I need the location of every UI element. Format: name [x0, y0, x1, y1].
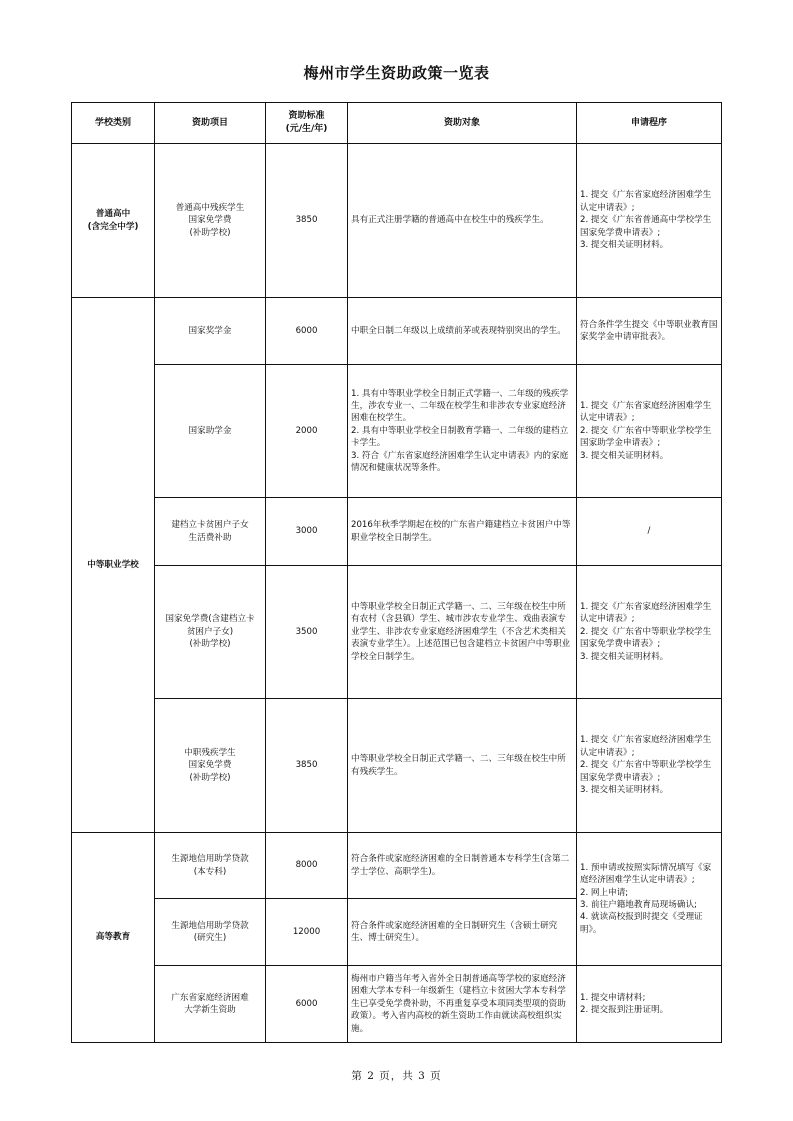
- procedure-step: 1. 提交《广东省家庭经济困难学生认定申请表》;: [580, 735, 712, 758]
- target-cell: 中等职业学校全日制正式学籍一、二、三年级在校生中所有农村（含县镇）学生、城市涉农专业学生、戏曲表演专业学生、非涉农专业家庭经济困难学生（不含艺术类相关表演专业学生）。上述范围已包含建档立卡贫困户中等职业学校全日制学生。: [348, 566, 577, 699]
- item-cell: [155, 144, 266, 298]
- procedure-step: 3. 提交相关证明材料。: [580, 651, 669, 662]
- category-cell: [72, 298, 155, 833]
- item-line: 生活费补助: [188, 532, 232, 543]
- table-row: [72, 966, 722, 1043]
- item-line: (补助学校): [189, 639, 231, 650]
- item-line: (本专科): [193, 866, 227, 877]
- target-cell: 符合条件或家庭经济困难的全日制研究生（含硕士研究生、博士研究生）。: [348, 899, 577, 966]
- header-amount-line2: (元/生/年): [285, 124, 328, 134]
- amount-cell: 12000: [266, 899, 348, 966]
- header-amount-line1: 资助标准: [288, 111, 325, 121]
- target-line: 2. 具有中等职业学校全日制教育学籍一、二年级的建档立卡学生。: [351, 425, 569, 449]
- procedure-step: 3. 提交相关证明材料。: [580, 450, 669, 461]
- item-line: 生源地信用助学贷款: [171, 854, 249, 865]
- procedure-step: 2. 提交《广东省中等职业学校学生国家助学金申请表》;: [580, 425, 712, 449]
- procedure-step: 符合条件学生提交《中等职业教育国家奖学金申请审批表》。: [580, 319, 718, 342]
- item-cell: [155, 699, 266, 833]
- target-cell: 符合条件或家庭经济困难的全日制普通本专科学生(含第二学士学位、高职学生)。: [348, 833, 577, 899]
- amount-cell: 6000: [266, 966, 348, 1043]
- procedure-cell: [577, 144, 722, 298]
- procedure-cell: [577, 966, 722, 1043]
- item-cell: [155, 899, 266, 966]
- category-cell: [72, 833, 155, 1043]
- item-line: (补助学校): [189, 772, 231, 783]
- target-cell: 2016年秋季学期起在校的广东省户籍建档立卡贫困户中等职业学校全日制学生。: [348, 498, 577, 566]
- item-line: 普通高中残疾学生: [175, 202, 245, 213]
- table-row: [72, 498, 722, 566]
- procedure-step: /: [647, 526, 651, 537]
- procedure-cell: [577, 498, 722, 566]
- category-label: 中等职业学校: [87, 559, 139, 570]
- item-line: 国家助学金: [188, 425, 232, 436]
- policy-table: [71, 102, 722, 1043]
- table-row: [72, 365, 722, 498]
- amount-cell: 3500: [266, 566, 348, 699]
- procedure-step: 1. 提交《广东省家庭经济困难学生认定申请表》;: [580, 400, 712, 424]
- procedure-step: 2. 网上申请;: [580, 887, 629, 898]
- header-category: 学校类别: [72, 103, 155, 144]
- category-cell: [72, 144, 155, 298]
- item-cell: [155, 298, 266, 365]
- item-line: 建档立卡贫困户子女: [171, 520, 249, 531]
- item-line: (补助学校): [189, 227, 231, 238]
- header-target: 资助对象: [348, 103, 577, 144]
- table-row: [72, 833, 722, 899]
- procedure-step: 2. 提交《广东省普通高中学校学生国家免学费申请表》;: [580, 215, 712, 238]
- amount-cell: 8000: [266, 833, 348, 899]
- procedure-cell: [577, 365, 722, 498]
- item-cell: [155, 566, 266, 699]
- table-row: [72, 144, 722, 298]
- item-line: 中职残疾学生: [184, 747, 236, 758]
- table-row: [72, 566, 722, 699]
- table-row: [72, 298, 722, 365]
- item-cell: [155, 498, 266, 566]
- item-line: 贫困户子女): [186, 626, 234, 637]
- procedure-step: 3. 前往户籍地教育局现场确认;: [580, 900, 697, 910]
- category-sublabel: (含完全中学): [87, 221, 139, 232]
- item-line: 国家免学费(含建档立卡: [165, 614, 255, 625]
- target-cell: 中职全日制二年级以上成绩前茅或表现特别突出的学生。: [348, 298, 577, 365]
- amount-cell: 2000: [266, 365, 348, 498]
- category-label: 高等教育: [95, 932, 131, 943]
- procedure-step: 2. 提交报到注册证明。: [580, 1005, 669, 1015]
- item-line: 国家免学费: [188, 215, 232, 226]
- page-title: 梅州市学生资助政策一览表: [303, 64, 490, 82]
- procedure-step: 1. 预申请或按照实际情况填写《家庭经济困难学生认定申请表》;: [580, 862, 712, 886]
- target-line: 1. 具有中等职业学校全日制正式学籍一、二年级的残疾学生，涉农专业一、二年级在校学生和非涉农专业家庭经济困难在校学生。: [351, 388, 569, 424]
- procedure-step: 3. 提交相关证明材料。: [580, 240, 669, 251]
- amount-cell: 3850: [266, 699, 348, 833]
- target-cell: 具有正式注册学籍的普通高中在校生中的残疾学生。: [348, 144, 577, 298]
- procedure-step: 2. 提交《广东省中等职业学校学生国家免学费申请表》;: [580, 626, 712, 650]
- amount-cell: 6000: [266, 298, 348, 365]
- item-line: 生源地信用助学贷款: [171, 920, 249, 931]
- header-item: 资助项目: [155, 103, 266, 144]
- procedure-step: 1. 提交申请材料;: [580, 992, 646, 1003]
- procedure-step: 1. 提交《广东省家庭经济困难学生认定申请表》;: [580, 190, 712, 213]
- item-cell: [155, 833, 266, 899]
- procedure-cell: [577, 833, 722, 966]
- item-line: 国家奖学金: [188, 325, 232, 336]
- item-line: 国家免学费: [188, 760, 232, 771]
- target-cell: 梅州市户籍当年考入省外全日制普通高等学校的家庭经济困难大学本专科一年级新生（建档立卡贫困大学本专科学生已享受免学费补助，不再重复享受本项同类型项的资助政策）。考入省内高校的新生资助工作由就读高校组织实施。: [348, 966, 577, 1043]
- procedure-step: 3. 提交相关证明材料。: [580, 785, 669, 796]
- procedure-cell: [577, 566, 722, 699]
- table-header-row: [72, 103, 722, 144]
- target-cell: 中等职业学校全日制正式学籍一、二、三年级在校生中所有残疾学生。: [348, 699, 577, 833]
- procedure-step: 1. 提交《广东省家庭经济困难学生认定申请表》;: [580, 601, 712, 625]
- item-cell: [155, 365, 266, 498]
- header-amount: [266, 103, 348, 144]
- item-line: 广东省家庭经济困难: [171, 992, 249, 1003]
- target-cell: [348, 365, 577, 498]
- procedure-cell: [577, 699, 722, 833]
- category-label: 普通高中: [95, 209, 131, 220]
- page-number: 第 2 页，共 3 页: [351, 1070, 442, 1082]
- header-procedure: 申请程序: [577, 103, 722, 144]
- table-row: [72, 699, 722, 833]
- item-line: (研究生): [193, 933, 227, 943]
- procedure-step: 4. 就读高校报到时提交《受理证明》。: [580, 912, 703, 935]
- item-cell: [155, 966, 266, 1043]
- item-line: 大学新生资助: [184, 1005, 236, 1015]
- target-line: 3. 符合《广东省家庭经济困难学生认定申请表》内的家庭情况和健康状况等条件。: [351, 450, 569, 474]
- procedure-cell: [577, 298, 722, 365]
- procedure-step: 2. 提交《广东省中等职业学校学生国家免学费申请表》;: [580, 760, 712, 783]
- amount-cell: 3850: [266, 144, 348, 298]
- amount-cell: 3000: [266, 498, 348, 566]
